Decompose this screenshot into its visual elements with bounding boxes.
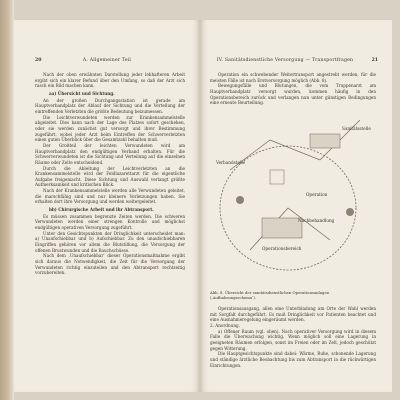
body-paragraph: Nach dem ,Unaufschiebbar‘ dieser Operationsmaßnahme ergibt sich daraus die Notwendigkeit, die Zeit für die Versorgung der Verwundeten richtig einzuteilen und den Abtransport rechtzeitig vorzubereiten. <box>35 253 185 276</box>
left-page-running-title: A. Allgemeiner Teil <box>82 58 132 63</box>
right-page-lower-text <box>210 306 376 368</box>
figure-tree-shape <box>236 196 244 204</box>
body-paragraph: Nach der oben erwähnten Darstellung jeder lebhafteren Arbeit ergibt sich ein klarer Befund über den Umfang, so daß der Arzt sich rasch ein Bild machen kann. <box>35 72 185 89</box>
figure-small-tent <box>270 170 284 184</box>
body-paragraph: Bewegungsfälle und Blutungen, die vom Truppenarzt am Hauptverbandplatz versorgt wurden, kommen häufig in den Operationsbereich zurück und verlangen nun unter günstigen Bedingungen eine erneute Beurteilung. <box>210 83 376 106</box>
figure-label: Nachbehandlung <box>298 218 335 223</box>
left-page-text-column <box>35 72 185 276</box>
body-paragraph: An der großen Durchgangsstation ist gerade am Hauptverbandplatz der Ablauf der Sichtung und die Verteilung der eintreffenden Verletzten die größte Bedeutung beizumessen. <box>35 97 185 114</box>
right-page-number: 21 <box>371 58 378 63</box>
body-paragraph: Der Großteil der leichten Verwundeten wird am Hauptverbandplatz den endgültigen Verband erhalten. Für die Schwerverwundeten ist die Sichtung und Verteilung auf die einzelnen Räume oder Zelte entscheidend. <box>35 142 185 165</box>
body-paragraph: Es müssen zusammen begrenzte Zeiten werden. Die schweren Verwundeten werden einer strengen Kontrolle und möglichst endgültigen operativen Versorgung zugeführt. <box>35 213 185 231</box>
body-paragraph: 2. Anordnung. <box>210 322 241 328</box>
body-paragraph: Nach der Krankensammelstelle werden alle Verwundeten geleitet, die marschfähig sind und nur kleinere Verletzungen haben. Sie erhalten dort ihre Versorgung und werden weitergeleitet. <box>35 188 185 205</box>
right-page-header <box>200 58 392 68</box>
right-page-running-title: IV. Sanitätsdienstliche Versorgung — Transportfragen <box>216 58 354 63</box>
body-paragraph: Unter den Gesichtspunkten der Dringlichkeit unterscheidet man: a) Unaufschiebbar und b) Aufschiebbar. Zu den unaufschiebbaren Eingriffen gehören vor allem die Blutstillung, die Versorgung der offenen Brustwunden und die Bauchschüsse. <box>35 230 185 253</box>
body-paragraph: Die Hauptgesichtspunkte sind dabei: Wärme, Ruhe, schonende Lagerung und ständige ärztliche Beobachtung bis zum Abtransport in die rückwärtigen Einrichtungen. <box>210 351 376 368</box>
body-paragraph: Durch die Ableitung der Leichtverletzten an die Krankensammelstelle wird der Feldlazarettarzt für die eigentliche Aufgabe freigemacht. Diese Sichtung und Auswahl verlangt größte Aufmerksamkeit und kritischen Blick. <box>35 165 185 188</box>
figure-diagram <box>210 100 376 290</box>
book-binding-edge <box>0 0 14 400</box>
figure-label: Operation <box>306 192 328 197</box>
left-page <box>14 20 200 392</box>
section-heading: aa) Übersicht und Sichtung. <box>49 90 115 96</box>
figure-tent-shape <box>310 134 340 148</box>
body-paragraph: Die Leichtverwundeten werden zur Krankensammelstelle abgeleitet. Dies kann nach der Lage des Platzes sofort geschehen, oder sie werden zunächst gut versorgt und ihrer Bestimmung zugeführt, wobei jeder Arzt beim Eintreffen der Schwerverletzten einen guten Überblick über die Gesamtzahl behalten muß. <box>35 114 185 143</box>
body-paragraph: Operationsausgang, allen eine Unterbindung am Orte der Wahl werden mit Sorgfalt durchgeführt. Es muß Dringlichkeit vor Patienten beachtet und eine Ausnahmeregelung eingeräumt werden. <box>210 306 376 323</box>
figure-tree-shape <box>346 208 354 216</box>
body-paragraph: Operation ein schwebender Weitertransport angestrebt werden, für die meisten Fälle ist nach Erstversorgung möglich (Abb. 8). <box>210 72 376 83</box>
figure-label: Verbandstelle <box>216 160 246 165</box>
section-heading: bb) Chirurgische Arbeit und ihr Abtransport. <box>49 207 154 213</box>
left-page-number: 20 <box>35 58 42 63</box>
figure-label: Sanitätsstelle <box>342 126 371 131</box>
body-paragraph: a) Offener Raum (vgl. oben). Nach operativer Versorgung wird in diesem Falle die Überwachung wichtig. Wenn möglich soll eine Lagerung in geeigneten Räumen erfolgen, sonst im Freien oder im Zelt, jedoch geschützt gegen Witterung. <box>210 328 376 351</box>
right-page <box>200 20 392 392</box>
left-page-header <box>14 58 200 68</box>
figure-label: Operationsbereich <box>262 246 302 251</box>
figure-operation-tent <box>262 218 302 238</box>
figure-route-line <box>230 120 360 170</box>
figure-caption: Abb. 8. Übersicht der sanitätsdienstlichen Operationsanlagen (,Aufbahrungsschema‘). <box>210 290 330 300</box>
